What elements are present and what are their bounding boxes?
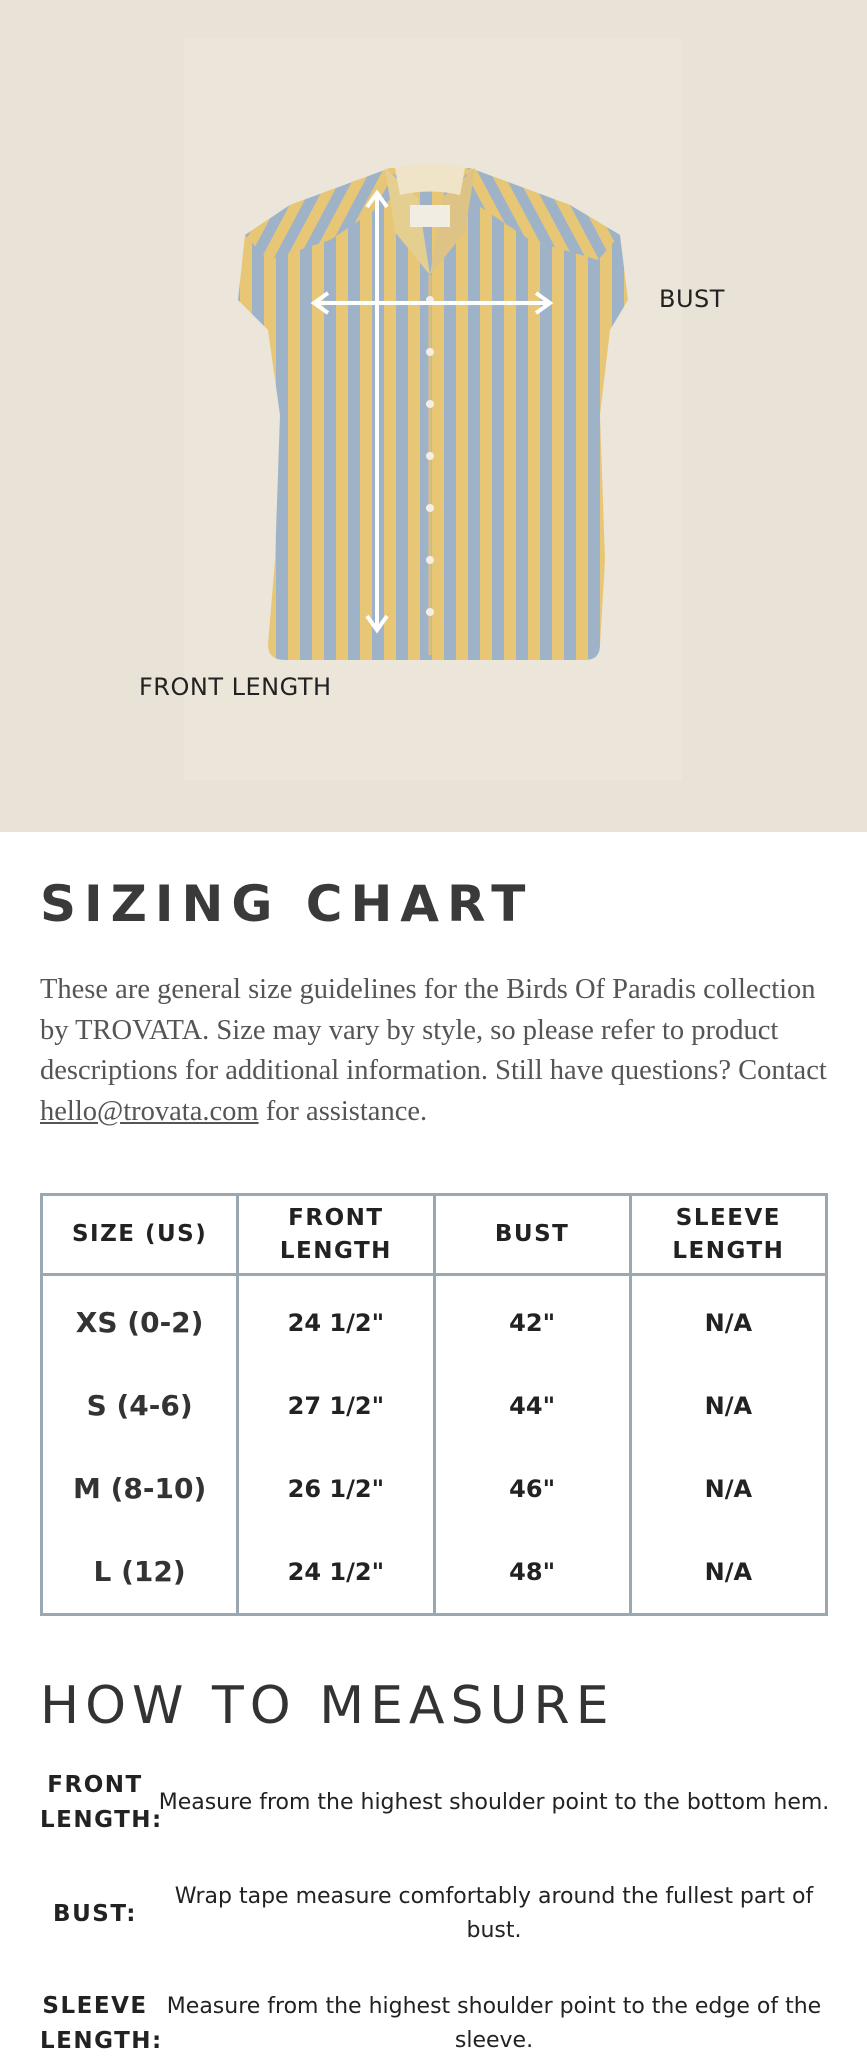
measure-item-sleeve-length (40, 1989, 830, 2059)
table-row (42, 1447, 827, 1530)
sleeve-length-cell: N/A (630, 1364, 826, 1447)
table-row (42, 1364, 827, 1447)
sleeve-length-cell: N/A (630, 1275, 826, 1365)
measure-description: Wrap tape measure comfortably around the fullest part of bust. (174, 1884, 814, 1943)
sleeve-length-cell: N/A (630, 1447, 826, 1530)
size-cell: M (8-10) (72, 1472, 207, 1505)
measure-item-bust (40, 1879, 830, 1949)
table-row (42, 1275, 827, 1365)
header-size: SIZE (US) (42, 1195, 238, 1275)
header-sleeve-length: SLEEVE LENGTH (630, 1195, 826, 1275)
intro-text: These are general size guidelines for the Birds Of Paradis collection by TROVATA. Size may vary by style, so please refer to product descriptions for additional information. Still have questions? Contact (40, 974, 827, 1086)
measure-description: Measure from the highest shoulder point to the edge of the sleeve. (166, 1994, 822, 2053)
sizing-chart-title: SIZING CHART (40, 875, 534, 933)
front-length-cell: 27 1/2" (238, 1364, 434, 1447)
contact-email-link[interactable]: hello@trovata.com (40, 1095, 259, 1127)
header-bust: BUST (434, 1195, 630, 1275)
sizing-intro (40, 970, 830, 1132)
measure-term: FRONT LENGTH: (40, 1772, 163, 1833)
how-to-measure-title: HOW TO MEASURE (40, 1676, 615, 1736)
bust-cell: 48" (434, 1530, 630, 1615)
measure-description: Measure from the highest shoulder point to the bottom hem. (158, 1790, 830, 1815)
product-hero (0, 0, 867, 832)
sizing-content (0, 832, 867, 2059)
size-cell: S (4-6) (86, 1389, 193, 1422)
sleeve-length-cell: N/A (630, 1530, 826, 1615)
bust-cell: 46" (434, 1447, 630, 1530)
size-table (40, 1193, 828, 1616)
front-length-cell: 24 1/2" (238, 1530, 434, 1615)
front-length-label: FRONT LENGTH (139, 673, 332, 701)
table-row (42, 1530, 827, 1615)
intro-text-end: for assistance. (258, 1095, 428, 1127)
bust-cell: 44" (434, 1364, 630, 1447)
bust-label: BUST (659, 285, 725, 313)
size-cell: L (12) (93, 1555, 186, 1588)
bust-cell: 42" (434, 1275, 630, 1365)
front-length-cell: 24 1/2" (238, 1275, 434, 1365)
header-front-length: FRONT LENGTH (238, 1195, 434, 1275)
measure-item-front-length (40, 1768, 830, 1838)
measure-term: BUST: (53, 1900, 137, 1927)
measure-term: SLEEVE LENGTH: (40, 1993, 163, 2054)
measure-list (40, 1768, 830, 2059)
front-length-cell: 26 1/2" (238, 1447, 434, 1530)
striped-shirt-image (0, 0, 867, 832)
table-header-row (42, 1195, 827, 1275)
size-cell: XS (0-2) (75, 1306, 204, 1339)
